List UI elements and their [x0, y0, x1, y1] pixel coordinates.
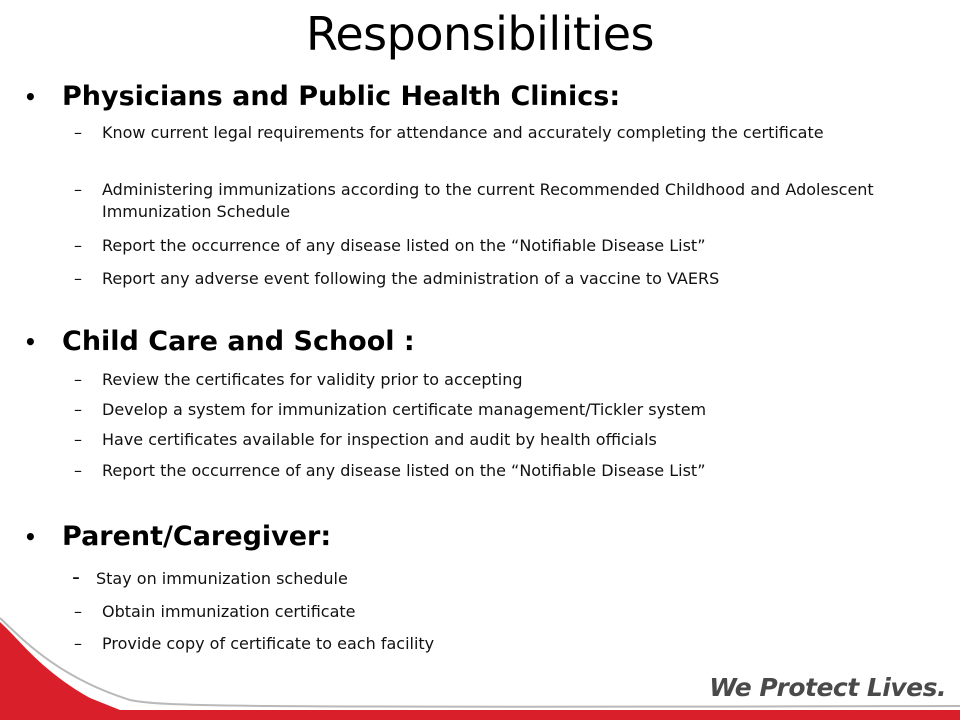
list-item-text: Obtain immunization certificate: [102, 602, 356, 621]
bullet-icon: •: [24, 85, 37, 109]
list-item-text: Report any adverse event following the administration of a vaccine to VAERS: [102, 269, 720, 288]
dash-marker: –: [74, 430, 82, 449]
slide-title: Responsibilities: [305, 7, 655, 61]
section-heading-text: Parent/Caregiver:: [62, 521, 332, 552]
list-item: [74, 268, 874, 290]
red-swoosh-shape: [0, 622, 960, 720]
dash-marker: –: [74, 461, 82, 480]
tagline-logo-text: We Protect Lives.: [709, 673, 946, 702]
section-heading: [24, 80, 620, 114]
list-item-text: Stay on immunization schedule: [96, 569, 348, 588]
list-item: [74, 460, 874, 482]
bullet-icon: •: [24, 330, 37, 354]
list-item-text: Develop a system for immunization certificate management/Tickler system: [102, 400, 707, 419]
dash-marker: –: [74, 400, 82, 419]
bullet-icon: •: [24, 525, 37, 549]
footer-swoosh-graphic: [0, 600, 960, 720]
dash-marker: -: [72, 565, 80, 590]
dash-marker: –: [74, 370, 82, 389]
list-item-text: Report the occurrence of any disease listed on the “Notifiable Disease List”: [102, 461, 706, 480]
dash-marker: –: [74, 602, 82, 621]
dash-marker: –: [74, 269, 82, 288]
dash-marker: –: [74, 123, 82, 142]
section-heading: [24, 325, 415, 359]
list-item: [74, 235, 874, 257]
list-item-text: Administering immunizations according to the current Recommended Childhood and Adolescent Immunization Schedule: [102, 180, 874, 221]
dash-marker: –: [74, 634, 82, 653]
dash-marker: –: [74, 236, 82, 255]
list-item-text: Provide copy of certificate to each facility: [102, 634, 435, 653]
list-item: [74, 122, 874, 144]
list-item: [74, 369, 874, 391]
list-item-text: Know current legal requirements for attendance and accurately completing the certificate: [102, 123, 824, 142]
list-item: [74, 399, 874, 421]
list-item: [72, 565, 872, 590]
section-heading-text: Child Care and School :: [62, 326, 415, 357]
section-heading: [24, 520, 331, 554]
section-heading-text: Physicians and Public Health Clinics:: [62, 81, 621, 112]
dash-marker: –: [74, 180, 82, 199]
list-item-text: Report the occurrence of any disease listed on the “Notifiable Disease List”: [102, 236, 706, 255]
list-item-text: Review the certificates for validity prior to accepting: [102, 370, 523, 389]
list-item: [74, 429, 874, 451]
list-item-text: Have certificates available for inspection and audit by health officials: [102, 430, 657, 449]
list-item: [74, 179, 874, 223]
